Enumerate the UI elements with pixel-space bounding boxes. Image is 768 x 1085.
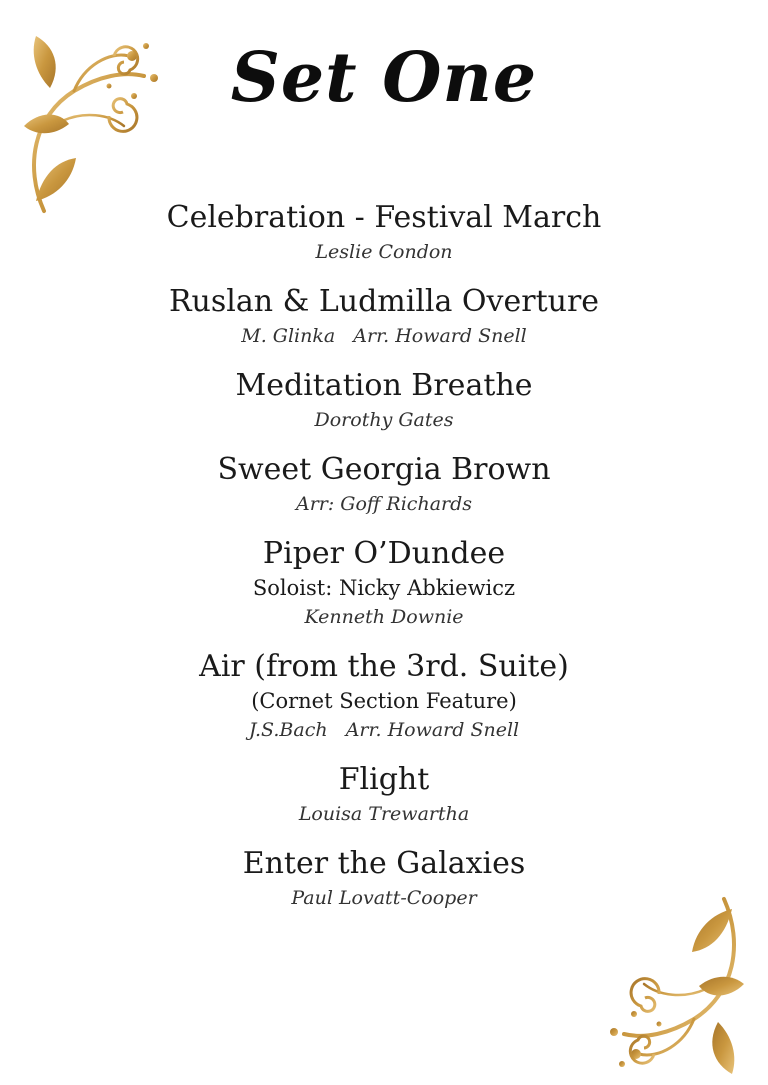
- piece-feature-note: (Cornet Section Feature): [251, 689, 517, 713]
- piece-composer: M. Glinka Arr. Howard Snell: [241, 325, 527, 347]
- piece-title: Ruslan & Ludmilla Overture: [168, 284, 600, 319]
- floral-flourish-icon: [594, 894, 754, 1084]
- piece-title: Celebration - Festival March: [166, 200, 602, 235]
- piece-composer: Paul Lovatt-Cooper: [291, 887, 477, 909]
- piece-title: Piper O’Dundee: [262, 536, 506, 571]
- piece-title: Flight: [338, 762, 430, 797]
- piece-composer: Kenneth Downie: [304, 606, 464, 628]
- piece-composer: Leslie Condon: [315, 241, 453, 263]
- piece-title: Meditation Breathe: [235, 368, 533, 403]
- piece-title: Enter the Galaxies: [242, 846, 526, 881]
- programme-item: [0, 198, 768, 266]
- piece-composer: J.S.Bach Arr. Howard Snell: [248, 719, 520, 741]
- programme-item: [0, 647, 768, 744]
- piece-title: Sweet Georgia Brown: [217, 452, 551, 487]
- programme-list: [0, 198, 768, 912]
- piece-composer: Dorothy Gates: [314, 409, 454, 431]
- piece-composer: Louisa Trewartha: [298, 803, 470, 825]
- page-title: Set One: [230, 38, 538, 118]
- piece-title: Air (from the 3rd. Suite): [199, 649, 569, 684]
- piece-soloist: Soloist: Nicky Abkiewicz: [252, 576, 516, 600]
- piece-composer: Arr: Goff Richards: [295, 493, 473, 515]
- programme-item: [0, 760, 768, 828]
- programme-item: [0, 534, 768, 631]
- programme-item: [0, 450, 768, 518]
- programme-item: [0, 366, 768, 434]
- programme-item: [0, 282, 768, 350]
